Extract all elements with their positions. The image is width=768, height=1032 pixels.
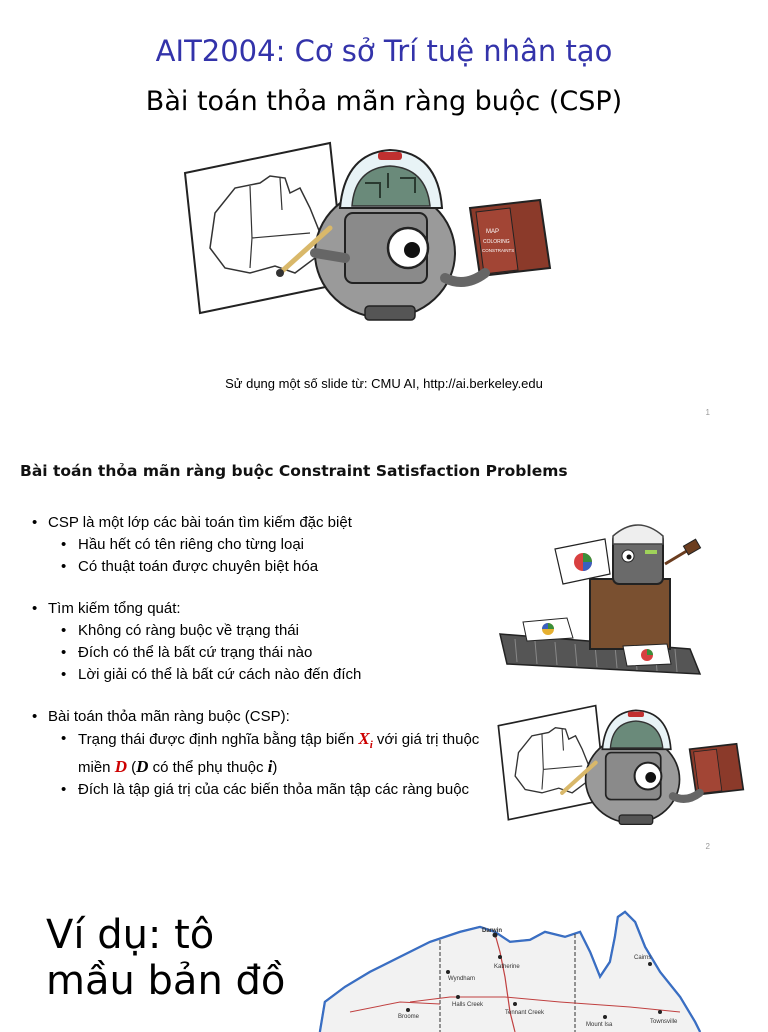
slide-title: Ví dụ: tô mầu bản đồ — [46, 912, 286, 1004]
variable-x: X — [358, 729, 370, 748]
page-number: 2 — [705, 842, 710, 851]
sub-bullet-state-definition — [30, 728, 490, 779]
australia-map — [300, 902, 760, 1032]
robot-painting-small-illustration — [495, 702, 750, 830]
sub-bullet: • Không có ràng buộc về trạng thái — [30, 620, 490, 642]
sub-bullet: • Có thuật toán được chuyên biệt hóa — [30, 556, 490, 578]
page-number: 1 — [705, 408, 710, 417]
bullet-list — [30, 512, 490, 801]
variable-i-subscript: i — [369, 739, 373, 751]
text-segment: với giá trị thuộc miền — [78, 731, 480, 776]
sub-bullet: • Lời giải có thể là bất cứ cách nào đến đích — [30, 664, 490, 686]
map-label-darwin: Darwin — [482, 928, 503, 934]
text-segment: ( — [126, 759, 137, 776]
sub-bullet: • Đích có thể là bất cứ trạng thái nào — [30, 642, 490, 664]
map-label-halls-creek: Halls Creek — [452, 1002, 484, 1008]
book-text-constraints: CONSTRAINTS — [482, 248, 515, 253]
slide-title: Bài toán thỏa mãn ràng buộc Constraint Satisfaction Problems — [20, 462, 568, 480]
text-segment: có thể phụ thuộc — [148, 759, 268, 776]
variable-d: D — [114, 757, 127, 776]
map-label-townsville: Townsville — [650, 1019, 678, 1025]
course-title: AIT2004: Cơ sở Trí tuệ nhân tạo — [155, 34, 613, 68]
slide-3 — [0, 862, 768, 1028]
slide-2 — [0, 432, 768, 858]
text-segment: ) — [272, 759, 278, 776]
map-label-mount-isa: Mount Isa — [586, 1022, 613, 1028]
slide-credit: Sử dụng một số slide từ: CMU AI, http://ai.berkeley.edu — [225, 376, 543, 391]
book-text-coloring: COLORING — [483, 239, 510, 245]
sub-bullet-goal: • Đích là tập giá trị của các biến thỏa mãn tập các ràng buộc — [30, 779, 490, 801]
robot-painting-illustration — [180, 138, 560, 328]
map-label-cairns: Cairns — [634, 955, 652, 961]
sub-bullet: • Hầu hết có tên riêng cho từng loại — [30, 534, 490, 556]
variable-d-bold: D — [136, 757, 149, 776]
text-segment: Trạng thái được định nghĩa bằng tập biến — [78, 731, 359, 748]
slide-1 — [0, 0, 768, 428]
judge-robot-illustration — [495, 514, 710, 684]
lecture-title: Bài toán thỏa mãn ràng buộc (CSP) — [145, 86, 623, 117]
bullet-general-search: • Tìm kiếm tổng quát: — [30, 598, 490, 620]
bullet-csp-definition: • CSP là một lớp các bài toán tìm kiếm đặc biệt — [30, 512, 490, 534]
map-label-tennant-creek: Tennant Creek — [505, 1010, 545, 1016]
map-label-wyndham: Wyndham — [448, 976, 475, 982]
map-label-broome: Broome — [398, 1014, 420, 1020]
book-text-map: MAP — [486, 229, 500, 235]
bullet-csp: • Bài toán thỏa mãn ràng buộc (CSP): — [30, 706, 490, 728]
variable-i: i — [267, 757, 273, 776]
map-label-katherine: Katherine — [494, 964, 520, 970]
